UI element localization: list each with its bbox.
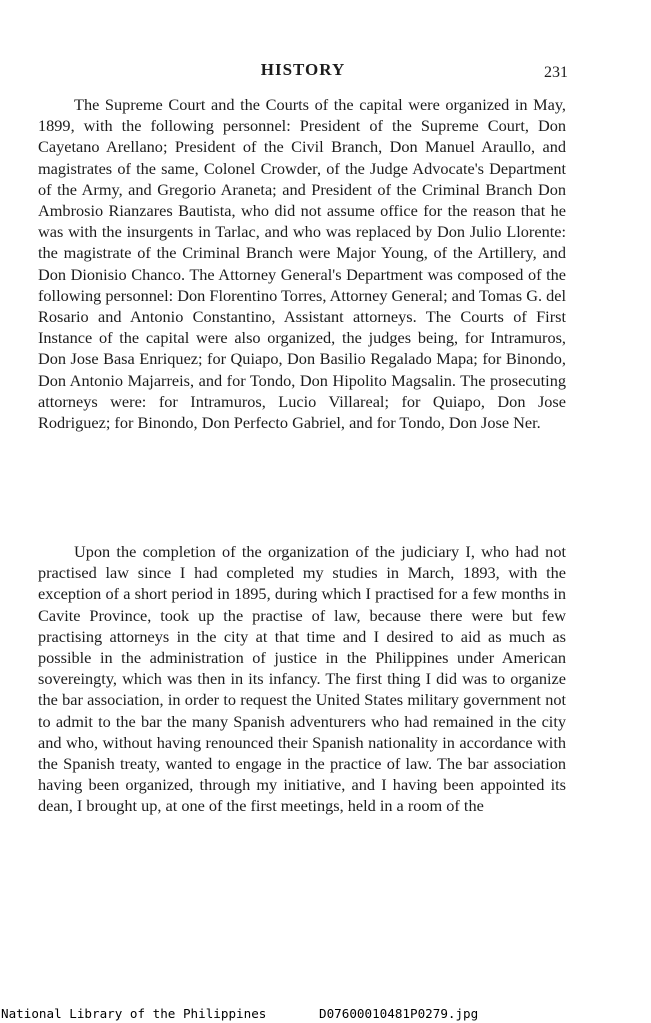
library-credit: National Library of the Philippines (1, 1006, 267, 1021)
scan-filename: D07600010481P0279.jpg (319, 1006, 479, 1021)
body-paragraph-1: The Supreme Court and the Courts of the capital were organized in May, 1899, with the following personnel: President of the Supreme Court, Don Cayetano Arellano; President of the Civil Branch, Don Manuel Araullo, and magistrates of the same, Colonel Crowder, of the Judge Advocate's Department of the Army, and Gregorio Araneta; and President of the Criminal Branch Don Ambrosio Rianzares Bautista, who did not assume office for the reason that he was with the insurgents in Tarlac, and who was replaced by Don Julio Llorente: the magistrate of the Criminal Branch were Major Young, of the Artillery, and Don Dionisio Chanco. The Attorney General's Department was composed of the following personnel: Don Florentino Torres, Attorney General; and Tomas G. del Rosario and Antonio Constantino, Assistant attorneys. The Courts of First Instance of the capital were also organized, the judges being, for Intramuros, Don Jose Basa Enriquez; for Quiapo, Don Basilio Regalado Mapa; for Binondo, Don Antonio Majarreis, and for Tondo, Don Hipolito Magsalin. The prosecuting attorneys were: for Intramuros, Lucio Villareal; for Quiapo, Don Jose Rodriguez; for Binondo, Don Perfecto Gabriel, and for Tondo, Don Jose Ner. (38, 95, 566, 433)
running-title: HISTORY (260, 60, 346, 79)
scan-footer (0, 1006, 651, 1023)
body-paragraph-2: Upon the completion of the organization of the judiciary I, who had not practised law since I had completed my studies in March, 1893, with the exception of a short period in 1895, during which I practised for a few months in Cavite Province, took up the practise of law, because there were but few practising attorneys in the city at that time and I desired to aid as much as possible in the administration of justice in the Philippines under American sovereingty, which was then in its infancy. The first thing I did was to organize the bar association, in order to request the United States military government not to admit to the bar the many Spanish adventurers who had remained in the city and who, without having renounced their Spanish nationality in accordance with the Spanish treaty, wanted to engage in the practice of law. The bar association having been organized, through my initiative, and I having been appointed its dean, I brought up, at one of the first meetings, held in a room of the (38, 542, 566, 816)
page-header (40, 60, 566, 84)
page-number: 231 (544, 64, 568, 81)
